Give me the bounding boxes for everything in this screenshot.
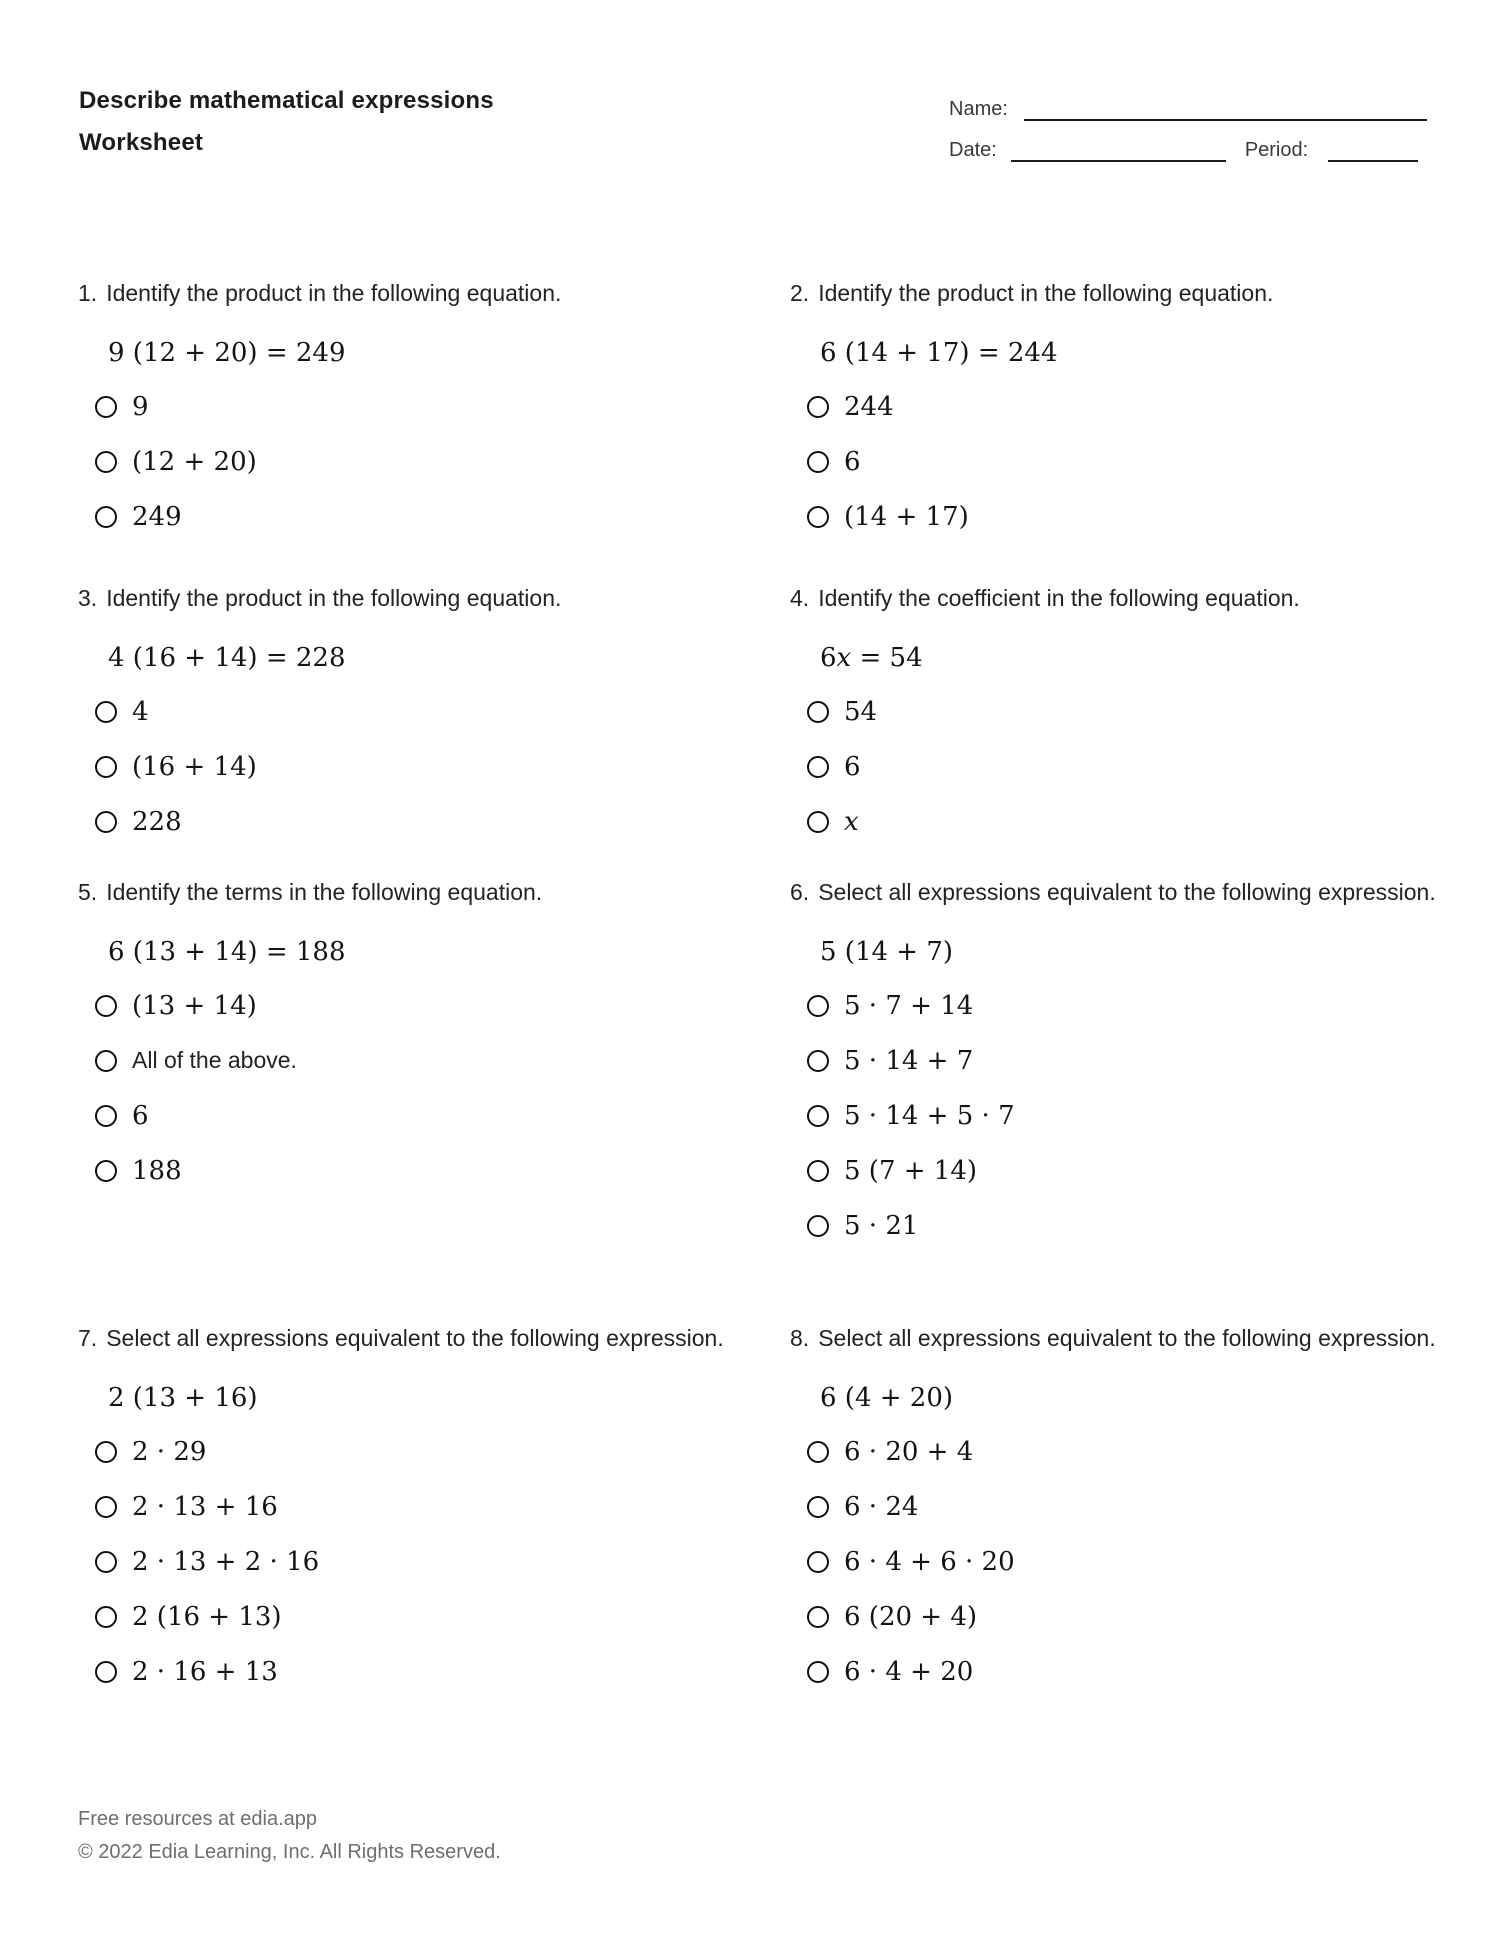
option-label: (16 + 14) — [132, 751, 257, 782]
student-info-block — [949, 95, 1427, 177]
answer-option[interactable] — [95, 978, 738, 1033]
question-equation: 6 (13 + 14) = 188 — [108, 937, 346, 967]
option-label: 5 · 14 + 7 — [844, 1045, 974, 1076]
option-label: 244 — [844, 391, 894, 422]
date-label: Date: — [949, 139, 997, 161]
answer-options — [807, 978, 1450, 1253]
option-radio[interactable] — [95, 1606, 117, 1628]
question-1 — [78, 278, 738, 583]
answer-option[interactable] — [807, 794, 1450, 849]
question-text: Select all expressions equivalent to the following expression. — [818, 879, 1436, 905]
question-4 — [790, 583, 1450, 877]
option-label: 2 · 13 + 16 — [132, 1491, 278, 1522]
question-text: Identify the product in the following equation. — [106, 280, 562, 306]
answer-options — [807, 379, 1450, 544]
answer-option[interactable] — [95, 379, 738, 434]
question-equation: 6x = 54 — [820, 643, 923, 673]
question-equation: 6 (4 + 20) — [820, 1383, 954, 1413]
option-label: 6 (20 + 4) — [844, 1601, 978, 1632]
question-6 — [790, 877, 1450, 1323]
answer-options — [95, 379, 738, 544]
option-label: 6 — [844, 751, 861, 782]
option-radio[interactable] — [95, 1441, 117, 1463]
answer-option[interactable] — [807, 739, 1450, 794]
question-number: 3. — [78, 585, 98, 611]
answer-option[interactable] — [95, 1424, 738, 1479]
option-radio[interactable] — [95, 1661, 117, 1683]
question-number: 1. — [78, 280, 98, 306]
option-label: (12 + 20) — [132, 446, 257, 477]
question-equation: 4 (16 + 14) = 228 — [108, 643, 346, 673]
question-text: Identify the product in the following equation. — [106, 585, 562, 611]
answer-option[interactable] — [807, 379, 1450, 434]
answer-option[interactable] — [807, 684, 1450, 739]
option-label: 5 · 14 + 5 · 7 — [844, 1100, 1015, 1131]
option-label: 5 (7 + 14) — [844, 1155, 978, 1186]
option-label: 6 · 4 + 20 — [844, 1656, 974, 1687]
option-radio[interactable] — [807, 811, 829, 833]
question-equation: 9 (12 + 20) = 249 — [108, 338, 346, 368]
option-label: 2 · 16 + 13 — [132, 1656, 278, 1687]
question-prompt — [78, 877, 728, 908]
answer-option[interactable] — [95, 794, 738, 849]
answer-option[interactable] — [807, 1534, 1450, 1589]
option-label: 2 · 13 + 2 · 16 — [132, 1546, 320, 1577]
answer-option[interactable] — [807, 1198, 1450, 1253]
option-radio[interactable] — [807, 1160, 829, 1182]
question-8 — [790, 1323, 1450, 1699]
question-prompt — [78, 278, 728, 309]
answer-option[interactable] — [807, 1424, 1450, 1479]
question-7 — [78, 1323, 738, 1699]
option-label: 6 · 20 + 4 — [844, 1436, 974, 1467]
footer-resources-text: Free resources at edia.app — [78, 1808, 318, 1830]
question-text: Select all expressions equivalent to the following expression. — [818, 1325, 1436, 1351]
footer — [78, 1803, 501, 1869]
question-prompt — [790, 583, 1440, 614]
answer-option[interactable] — [95, 1644, 738, 1699]
option-radio[interactable] — [807, 1215, 829, 1237]
option-radio[interactable] — [95, 396, 117, 418]
answer-option[interactable] — [807, 434, 1450, 489]
option-radio[interactable] — [95, 1551, 117, 1573]
question-prompt — [78, 583, 728, 614]
answer-option[interactable] — [807, 1644, 1450, 1699]
option-radio[interactable] — [807, 995, 829, 1017]
answer-option[interactable] — [95, 1143, 738, 1198]
question-number: 7. — [78, 1325, 98, 1351]
question-text: Select all expressions equivalent to the following expression. — [106, 1325, 724, 1351]
period-label: Period: — [1244, 139, 1309, 161]
option-radio[interactable] — [95, 451, 117, 473]
answer-option[interactable] — [807, 1479, 1450, 1534]
question-text: Identify the coefficient in the following equation. — [818, 585, 1300, 611]
option-label: 188 — [132, 1155, 182, 1186]
option-label: 6 — [132, 1100, 149, 1131]
question-prompt — [790, 877, 1440, 908]
answer-option[interactable] — [95, 489, 738, 544]
option-radio[interactable] — [807, 1606, 829, 1628]
answer-option[interactable] — [807, 1589, 1450, 1644]
answer-option[interactable] — [95, 1534, 738, 1589]
option-radio[interactable] — [95, 756, 117, 778]
name-blank-line — [1024, 99, 1427, 121]
date-period-row — [949, 136, 1427, 162]
question-5 — [78, 877, 738, 1323]
option-radio[interactable] — [807, 1496, 829, 1518]
option-radio[interactable] — [807, 396, 829, 418]
option-label: All of the above. — [132, 1047, 297, 1073]
period-blank-line — [1328, 140, 1418, 162]
answer-option[interactable] — [95, 1088, 738, 1143]
question-equation: 2 (13 + 16) — [108, 1383, 258, 1413]
option-label: 5 · 21 — [844, 1210, 919, 1241]
option-label: 2 (16 + 13) — [132, 1601, 282, 1632]
question-prompt — [790, 1323, 1440, 1354]
answer-option[interactable] — [807, 978, 1450, 1033]
option-label: 2 · 29 — [132, 1436, 207, 1467]
question-equation: 5 (14 + 7) — [820, 937, 954, 967]
question-equation: 6 (14 + 17) = 244 — [820, 338, 1058, 368]
question-2 — [790, 278, 1450, 583]
answer-option[interactable] — [807, 1088, 1450, 1143]
question-number: 2. — [790, 280, 810, 306]
option-radio[interactable] — [807, 1105, 829, 1127]
option-radio[interactable] — [95, 1496, 117, 1518]
question-number: 8. — [790, 1325, 810, 1351]
option-radio[interactable] — [95, 1050, 117, 1072]
option-radio[interactable] — [807, 506, 829, 528]
option-radio[interactable] — [95, 995, 117, 1017]
option-label: (14 + 17) — [844, 501, 969, 532]
question-number: 5. — [78, 879, 98, 905]
answer-options — [807, 1424, 1450, 1699]
answer-options — [95, 1424, 738, 1699]
answer-option[interactable] — [807, 489, 1450, 544]
name-row — [949, 95, 1427, 121]
option-label: 5 · 7 + 14 — [844, 990, 974, 1021]
answer-option[interactable] — [807, 1033, 1450, 1088]
option-radio[interactable] — [95, 1160, 117, 1182]
answer-option[interactable] — [95, 739, 738, 794]
worksheet-title: Describe mathematical expressions — [79, 87, 494, 114]
option-radio[interactable] — [807, 1551, 829, 1573]
option-radio[interactable] — [807, 756, 829, 778]
question-text: Identify the terms in the following equation. — [106, 879, 543, 905]
footer-copyright-text: © 2022 Edia Learning, Inc. All Rights Reserved. — [78, 1841, 501, 1863]
option-label: 9 — [132, 391, 149, 422]
option-radio[interactable] — [807, 1441, 829, 1463]
option-label: 6 · 4 + 6 · 20 — [844, 1546, 1015, 1577]
option-radio[interactable] — [807, 1050, 829, 1072]
option-radio[interactable] — [95, 701, 117, 723]
option-radio[interactable] — [95, 811, 117, 833]
question-prompt — [78, 1323, 728, 1354]
option-label: 6 · 24 — [844, 1491, 919, 1522]
answer-options — [95, 978, 738, 1198]
question-number: 6. — [790, 879, 810, 905]
option-label: 6 — [844, 446, 861, 477]
answer-option[interactable] — [95, 1479, 738, 1534]
date-blank-line — [1011, 140, 1226, 162]
option-radio[interactable] — [807, 701, 829, 723]
option-label: 249 — [132, 501, 182, 532]
question-number: 4. — [790, 585, 810, 611]
title-block — [79, 80, 494, 164]
answer-option[interactable] — [95, 434, 738, 489]
questions-grid — [78, 278, 1500, 1699]
option-radio[interactable] — [807, 451, 829, 473]
name-label: Name: — [949, 98, 1008, 120]
option-label: (13 + 14) — [132, 990, 257, 1021]
answer-option[interactable] — [807, 1143, 1450, 1198]
answer-option[interactable] — [95, 1589, 738, 1644]
option-radio[interactable] — [95, 506, 117, 528]
option-label: 54 — [844, 696, 878, 727]
question-text: Identify the product in the following equation. — [818, 280, 1274, 306]
answer-options — [95, 684, 738, 849]
question-prompt — [790, 278, 1440, 309]
option-radio[interactable] — [807, 1661, 829, 1683]
answer-option[interactable] — [95, 684, 738, 739]
answer-options — [807, 684, 1450, 849]
option-label: x — [844, 806, 859, 837]
option-label: 4 — [132, 696, 149, 727]
option-label: 228 — [132, 806, 182, 837]
worksheet-subtitle: Worksheet — [79, 129, 204, 156]
option-radio[interactable] — [95, 1105, 117, 1127]
answer-option[interactable] — [95, 1033, 738, 1088]
question-3 — [78, 583, 738, 877]
